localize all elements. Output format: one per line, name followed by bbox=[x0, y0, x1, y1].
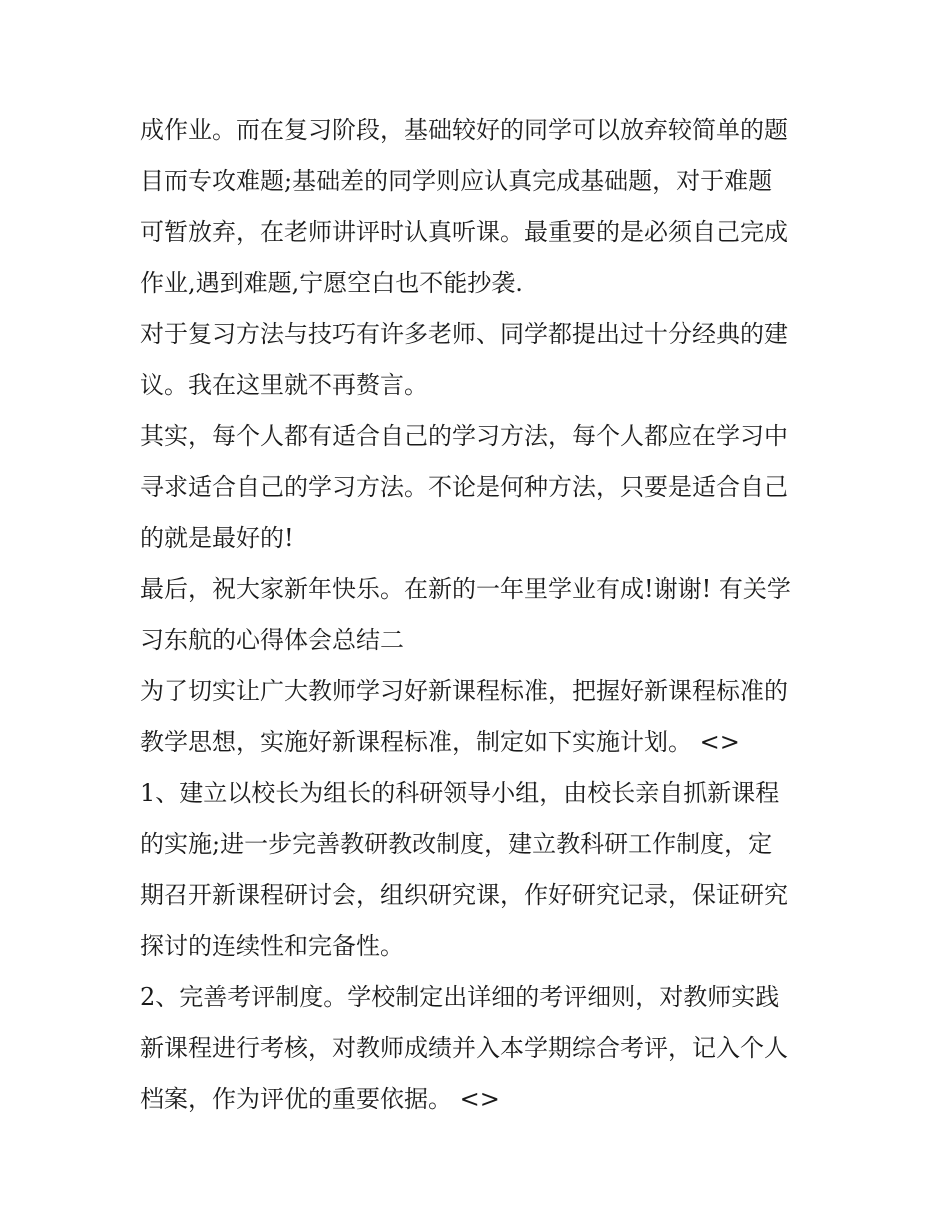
text-line: 为了切实让广大教师学习好新课程标准，把握好新课程标准的 bbox=[140, 677, 788, 705]
text-line: 期召开新课程研讨会，组织研究课，作好研究记录，保证研究 bbox=[140, 881, 788, 909]
document-body bbox=[140, 105, 830, 1125]
text-line: 档案，作为评优的重要依据。 <> bbox=[140, 1085, 500, 1113]
text-line: 探讨的连续性和完备性。 bbox=[140, 932, 404, 960]
text-line: 作业,遇到难题,宁愿空白也不能抄袭. bbox=[140, 269, 523, 297]
text-line: 成作业。而在复习阶段，基础较好的同学可以放弃较简单的题 bbox=[140, 116, 788, 144]
text-line: 最后，祝大家新年快乐。在新的一年里学业有成!谢谢! 有关学 bbox=[140, 575, 791, 603]
text-line: 教学思想，实施好新课程标准，制定如下实施计划。 <> bbox=[140, 728, 740, 756]
text-line: 寻求适合自己的学习方法。不论是何种方法，只要是适合自己 bbox=[140, 473, 788, 501]
text-line: 1、建立以校长为组长的科研领导小组，由校长亲自抓新课程 bbox=[140, 779, 780, 807]
text-line: 目而专攻难题;基础差的同学则应认真完成基础题，对于难题 bbox=[140, 167, 773, 195]
text-line: 习东航的心得体会总结二 bbox=[140, 626, 404, 654]
text-line: 可暂放弃，在老师讲评时认真听课。最重要的是必须自己完成 bbox=[140, 218, 788, 246]
text-line: 议。我在这里就不再赘言。 bbox=[140, 371, 428, 399]
text-line: 的实施;进一步完善教研教改制度，建立教科研工作制度，定 bbox=[140, 830, 773, 858]
text-line: 2、完善考评制度。学校制定出详细的考评细则，对教师实践 bbox=[140, 983, 780, 1011]
text-line: 的就是最好的! bbox=[140, 524, 294, 552]
text-line: 新课程进行考核，对教师成绩并入本学期综合考评，记入个人 bbox=[140, 1034, 788, 1062]
text-line: 其实，每个人都有适合自己的学习方法，每个人都应在学习中 bbox=[140, 422, 788, 450]
text-line: 对于复习方法与技巧有许多老师、同学都提出过十分经典的建 bbox=[140, 320, 788, 348]
